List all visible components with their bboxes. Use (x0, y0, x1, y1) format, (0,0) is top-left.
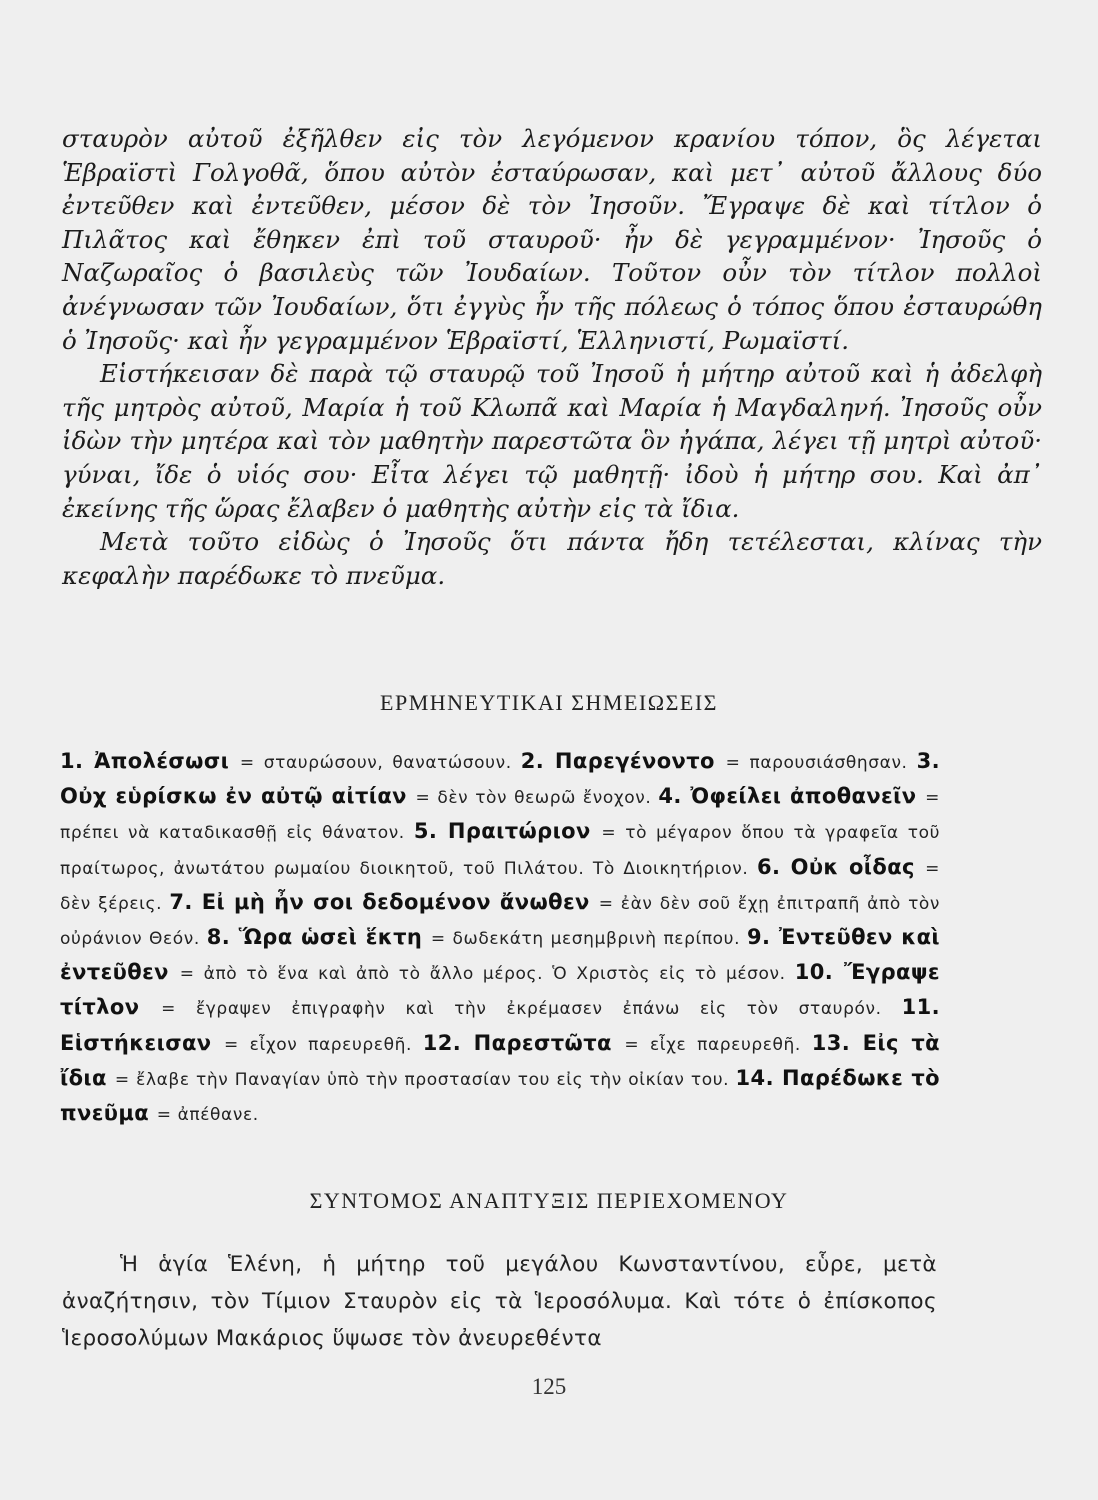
interpretive-notes (60, 745, 940, 1132)
notes-heading: ΕΡΜΗΝΕΥΤΙΚΑΙ ΣΗΜΕΙΩΣΕΙΣ (380, 690, 718, 715)
note-definition: = ἔλαβε τὴν Παναγίαν ὑπὸ τὴν προστασίαν του εἰς τὴν οἰκίαν του. (114, 1069, 736, 1090)
scripture-paragraph: Εἱστήκεισαν δὲ παρὰ τῷ σταυρῷ τοῦ Ἰησοῦ ἡ μήτηρ αὐτοῦ καὶ ἡ ἀδελφὴ τῆς μητρὸς αὐτοῦ, Μαρία ἡ τοῦ Κλωπᾶ καὶ Μαρία ἡ Μαγδαληνή. Ἰησοῦς οὖν ἰδὼν τὴν μητέρα καὶ τὸν μαθητὴν παρεστῶτα ὃν ἠγάπα, λέγει τῇ μητρὶ αὐτοῦ· γύναι, ἴδε ὁ υἱός σου· Εἶτα λέγει τῷ μαθητῇ· ἰδοὺ ἡ μήτηρ σου. Καὶ ἀπ᾽ ἐκείνης τῆς ὥρας ἔλαβεν ὁ μαθητὴς αὐτὴν εἰς τὰ ἴδια. (62, 359, 1042, 523)
note-term: 5. Πραιτώριον (413, 819, 602, 844)
note-term: 14. Παρέδωκε τὸ πνεῦμα (60, 1065, 940, 1126)
scripture-paragraph: σταυρὸν αὐτοῦ ἐξῆλθεν εἰς τὸν λεγόμενον κρανίου τόπον, ὃς λέγεται Ἑβραϊστὶ Γολγοθᾶ, ὅπου αὐτὸν ἐσταύρωσαν, καὶ μετ᾽ αὐτοῦ ἄλλους δύο ἐντεῦθεν καὶ ἐντεῦθεν, μέσον δὲ τὸν Ἰησοῦν. Ἔγραψε δὲ καὶ τίτλον ὁ Πιλᾶτος καὶ ἔθηκεν ἐπὶ τοῦ σταυροῦ· ἦν δὲ γεγραμμένον· Ἰησοῦς ὁ Ναζωραῖος ὁ βασιλεὺς τῶν Ἰουδαίων. Τοῦτον οὖν τὸν τίτλον πολλοὶ ἀνέγνωσαν τῶν Ἰουδαίων, ὅτι ἐγγὺς ἦν τῆς πόλεως ὁ τόπος ὅπου ἐσταυρώθη ὁ Ἰησοῦς· καὶ ἦν γεγραμμένον Ἑβραϊστί, Ἑλληνιστί, Ρωμαϊστί. (62, 124, 1042, 355)
scripture-passage (62, 122, 1042, 592)
note-definition: = τὸ μέγαρον ὅπου τὰ γραφεῖα τοῦ πραίτωρος, ἀνωτάτου ρωμαίου διοικητοῦ, τοῦ Πιλάτου. Τὸ Διοικητήριον. (60, 823, 941, 879)
scripture-paragraph: Μετὰ τοῦτο εἰδὼς ὁ Ἰησοῦς ὅτι πάντα ἤδη τετέλεσται, κλίνας τὴν κεφαλὴν παρέδωκε τὸ πνεῦμα. (62, 527, 1042, 590)
note-term: 7. Εἰ μὴ ἦν σοι δεδομένον ἄνωθεν (169, 889, 599, 914)
note-term: 3. Οὐχ εὑρίσκω ἐν αὐτῷ αἰτίαν (60, 749, 940, 809)
note-term: 6. Οὐκ οἶδας (756, 854, 926, 879)
note-term: 9. Ἐντεῦθεν καὶ ἐντεῦθεν (60, 925, 940, 985)
note-definition: = ἐὰν δὲν σοῦ ἔχῃ ἐπιτραπῆ ἀπὸ τὸν οὐράνιον Θεόν. (60, 893, 940, 950)
note-definition: = ἔγραψεν ἐπιγραφὴν καὶ τὴν ἐκρέμασεν ἐπάνω εἰς τὸν σταυρόν. (161, 999, 902, 1020)
note-definition: = σταυρώσουν, θανατώσουν. (239, 753, 521, 773)
note-definition: = ἀπέθανε. (156, 1105, 259, 1126)
note-definition: = δωδεκάτη μεσημβρινὴ περίπου. (430, 929, 747, 950)
note-definition: = παρουσιάσθησαν. (725, 753, 917, 773)
note-definition: = εἶχε παρευρεθῆ. (624, 1034, 812, 1055)
note-term: 2. Παρεγένοντο (520, 749, 726, 773)
note-term: 10. Ἔγραψε τίτλον (60, 960, 940, 1020)
page-number: 125 (531, 1374, 567, 1399)
note-term: 8. Ὥρα ὡσεὶ ἕκτη (206, 925, 431, 950)
note-definition: = δὲν ξέρεις. (60, 858, 940, 914)
note-definition: = ἀπὸ τὸ ἕνα καὶ ἀπὸ τὸ ἄλλο μέρος. Ὁ Χριστὸς εἰς τὸ μέσον. (179, 964, 795, 985)
summary-heading: ΣΥΝΤΟΜΟΣ ΑΝΑΠΤΥΞΙΣ ΠΕΡΙΕΧΟΜΕΝΟΥ (309, 1188, 789, 1213)
note-definition: = δὲν τὸν θεωρῶ ἔνοχον. (415, 788, 659, 809)
note-term: 13. Εἰς τὰ ἴδια (60, 1030, 940, 1090)
summary-paragraph: Ἡ ἁγία Ἑλένη, ἡ μήτηρ τοῦ μεγάλου Κωνσταντίνου, εὗρε, μετὰ ἀναζήτησιν, τὸν Τίμιον Σταυρὸν εἰς τὰ Ἱεροσόλυμα. Καὶ τότε ὁ ἐπίσκοπος Ἱεροσολύμων Μακάριος ὕψωσε τὸν ἀνευρεθέντα (62, 1252, 937, 1351)
note-term: 12. Παρεστῶτα (422, 1030, 625, 1055)
note-term: 1. Ἀπολέσωσι (60, 749, 240, 773)
note-definition: = εἶχον παρευρεθῆ. (224, 1034, 423, 1055)
note-definition: = πρέπει νὰ καταδικασθῇ εἰς θάνατον. (60, 788, 940, 844)
note-term: 4. Ὀφείλει ἀποθανεῖν (658, 784, 926, 809)
note-term: 11. Εἱστήκεισαν (60, 995, 940, 1055)
